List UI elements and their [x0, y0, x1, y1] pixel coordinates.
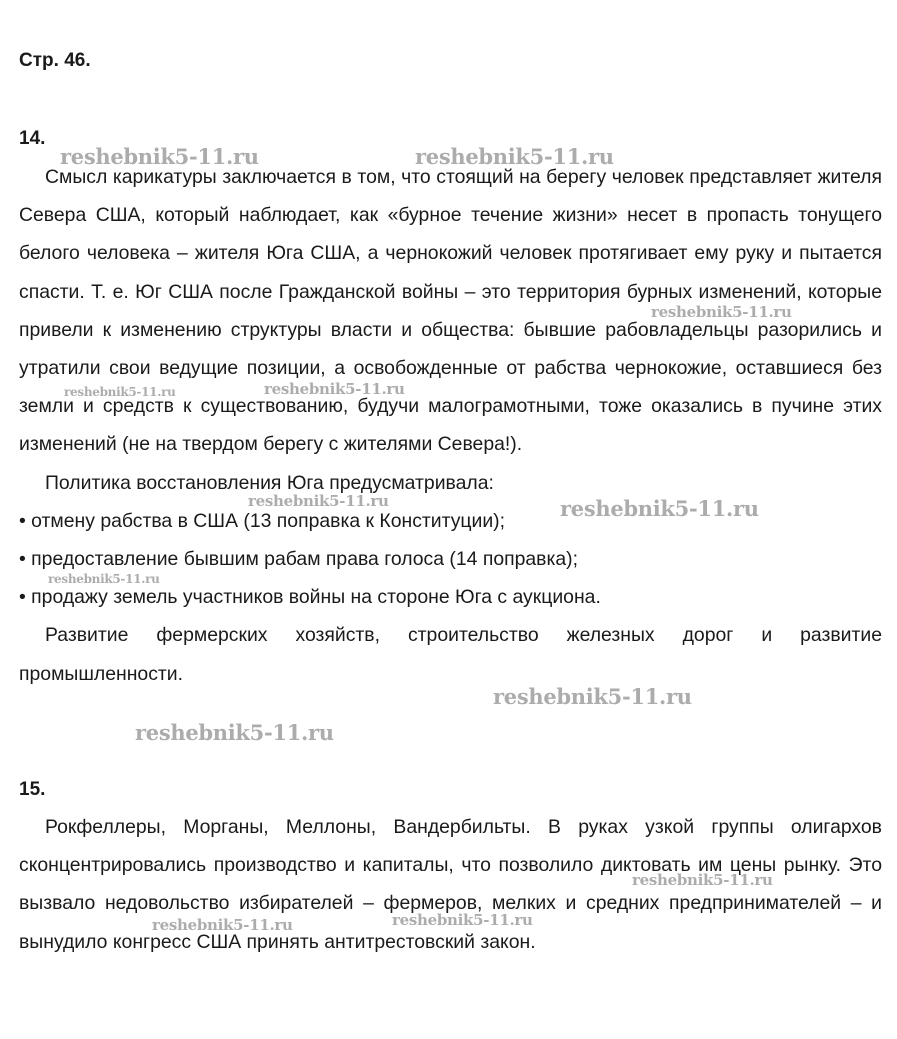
section-number-14: 14. [19, 128, 46, 149]
paragraph-reconstruction-policy: Политика восстановления Юга предусматривала: [45, 471, 494, 494]
paragraph-caricature-meaning: Смысл карикатуры заключается в том, что стоящий на берегу человек представляет жителя Севера США, который наблюдает, как «бурное течение жизни» несет в пропасть тонущего белого человека – жителя Юга США, а чернокожий человек протягивает ему руку и пытается спасти. Т. е. Юг США после Гражданской войны – это территория бурных изменений, которые привели к изменению структуры власти и общества: бывшие рабовладельцы разорились и утратили свои ведущие позиции, а освобожденные от рабства чернокожие, оставшиеся без земли и средств к существованию, будучи малограмотными, тоже оказались в пучине этих изменений (не на твердом берегу с жителями Севера!). [19, 166, 882, 456]
watermark: reshebnik5-11.ru [152, 916, 293, 934]
watermark: reshebnik5-11.ru [560, 496, 759, 521]
watermark: reshebnik5-11.ru [248, 492, 389, 510]
watermark: reshebnik5-11.ru [48, 572, 160, 586]
watermark: reshebnik5-11.ru [651, 303, 792, 321]
watermark: reshebnik5-11.ru [135, 720, 334, 745]
bullet-item: • предоставление бывшим рабам права голоса (14 поправка); [19, 548, 579, 571]
section-14-body [19, 158, 882, 693]
bullet-item: • продажу земель участников войны на стороне Юга с аукциона. [19, 586, 601, 609]
watermark: reshebnik5-11.ru [60, 144, 259, 169]
watermark: reshebnik5-11.ru [264, 380, 405, 398]
section-15-body [19, 808, 882, 961]
watermark: reshebnik5-11.ru [493, 684, 692, 709]
section-number-15: 15. [19, 779, 46, 800]
watermark: reshebnik5-11.ru [64, 385, 176, 399]
paragraph-development: Развитие фермерских хозяйств, строительство железных дорог и развитие промышленности. [19, 624, 882, 685]
bullet-item: • отмену рабства в США (13 поправка к Конституции); [19, 509, 506, 532]
page-number-label: Стр. 46. [19, 50, 91, 71]
paragraph-trusts: Рокфеллеры, Морганы, Меллоны, Вандербильты. В руках узкой группы олигархов сконцентрировались производство и капиталы, что позволило диктовать им цены рынку. Это вызвало недовольство избирателей – фермеров, мелких и средних предпринимателей – и вынудило конгресс США принять антитрестовский закон. [19, 816, 882, 953]
watermark: reshebnik5-11.ru [415, 144, 614, 169]
watermark: reshebnik5-11.ru [632, 871, 773, 889]
watermark: reshebnik5-11.ru [392, 911, 533, 929]
